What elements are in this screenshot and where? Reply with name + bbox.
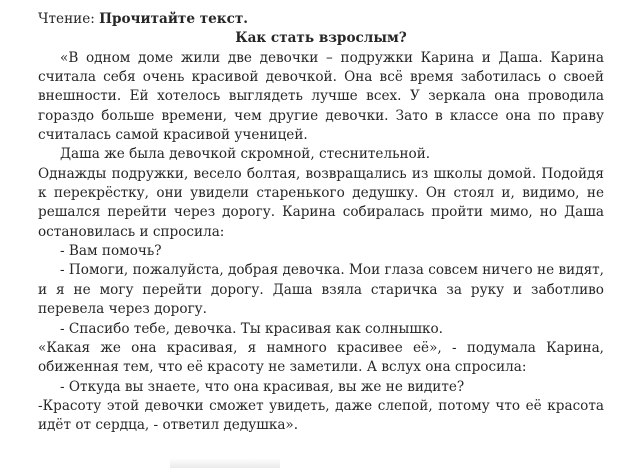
dialog-line-thanks: - Спасибо тебе, девочка. Ты красивая как солнышко.: [60, 320, 443, 337]
dialog-line-question: - Откуда вы знаете, что она красивая, вы же не видите?: [60, 378, 465, 395]
scan-smudge: [170, 458, 280, 468]
task-instruction: Прочитайте текст.: [99, 11, 249, 27]
story-title: Как стать взрослым?: [235, 30, 407, 47]
paragraph-dasha: Даша же была девочкой скромной, стеснительной.: [60, 146, 431, 163]
paragraph-ending: -Красоту этой девочки сможет увидеть, даже слепой, потому что её красота идёт от сердца, - ответил дедушка».: [38, 397, 604, 434]
task-prefix: Чтение:: [38, 11, 100, 27]
paragraph-intro: «В одном доме жили две девочки – подружки Карина и Даша. Карина считала себя очень красивой девочкой. Она всё время заботилась о своей внешности. Ей хотелось выглядеть лучше всех. У зеркала она проводила гораздо больше времени, чем другие девочки. Зато в классе она по праву считалась самой красивой ученицей.: [38, 49, 604, 144]
document-page: [38, 10, 604, 436]
paragraph-crossing: Однажды подружки, весело болтая, возвращались из школы домой. Подойдя к перекрёстку, они увидели старенького дедушку. Он стоял и, видимо, не решался перейти через дорогу. Карина собиралась пройти мимо, но Даша остановилась и спросила:: [38, 165, 604, 240]
dialog-line-grandpa: - Помоги, пожалуйста, добрая девочка. Мои глаза совсем ничего не видят, и я не могу перейти дорогу. Даша взяла старичка за руку и заботливо перевела через дорогу.: [38, 262, 604, 318]
paragraph-karina-thought: «Какая же она красивая, я намного красивее её», - подумала Карина, обиженная тем, что её красоту не заметили. А вслух она спросила:: [38, 339, 604, 376]
task-line: [38, 10, 604, 29]
dialog-line-help: - Вам помочь?: [60, 243, 162, 260]
